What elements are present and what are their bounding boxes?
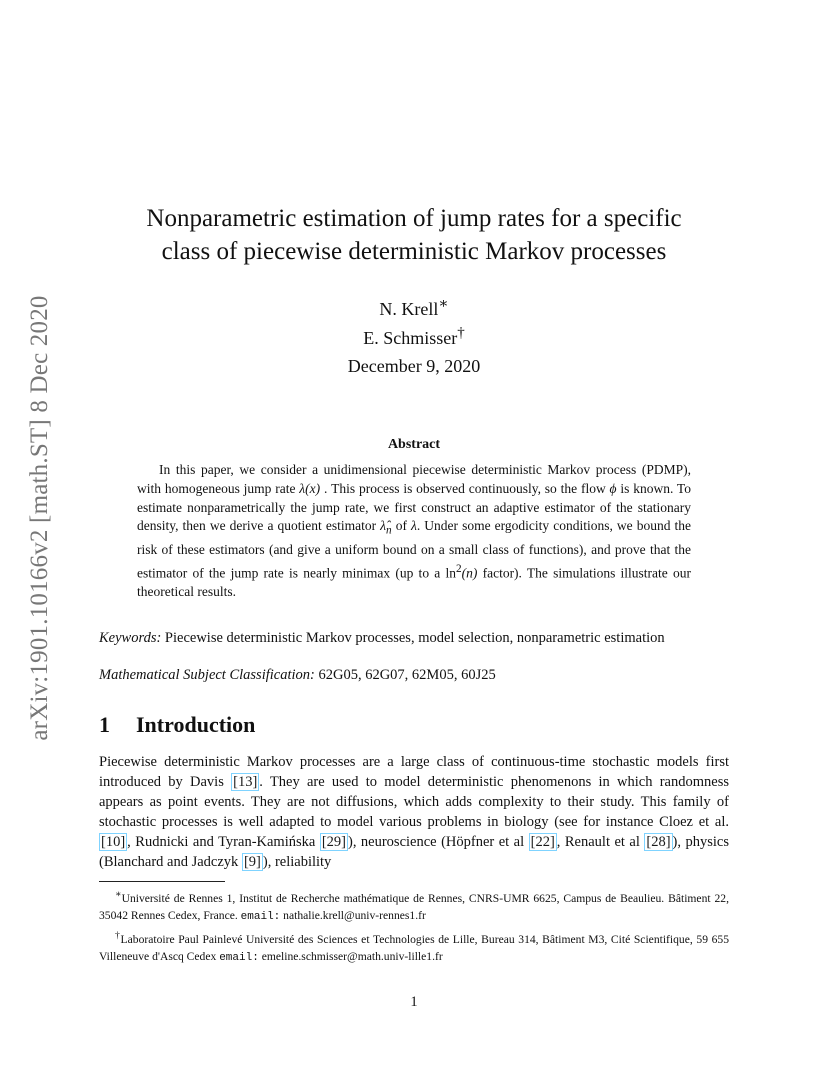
citation-link[interactable]: [9] [243,854,261,870]
subject-classification [99,667,496,684]
footnote-2-email[interactable]: emeline.schmisser@math.univ-lille1.fr [258,950,443,964]
abstract-segment: is known. To estimate nonparametrically the jump rate, we first construct an adaptive estimator of the stationary density, then we derive a quotient estimator [137,480,691,534]
footnote-1-email-label: email: [240,911,281,924]
math-jump-rate: λ(x) [299,480,321,496]
title-line-1: Nonparametric estimation of jump rates for a specific [146,205,682,232]
author-2-name: E. Schmisser [363,328,458,348]
section-title: Introduction [136,712,256,737]
math-estimator-subscript: n [386,525,392,538]
math-log-argument: (n) [461,565,478,581]
footnote-1 [99,886,729,927]
msc-label: Mathematical Subject Classification: [99,667,315,683]
citation-link[interactable]: [29] [321,834,346,850]
section-heading-introduction [99,712,255,738]
introduction-paragraph [99,752,729,872]
abstract-segment: . Under some ergodicity conditions, we bound the risk of these estimators (and give a uniform bound on a small class of functions), and prove that the estimator of the jump rate is nearly minimax (up to a [137,518,692,581]
paper-title [100,202,728,268]
footnote-1-mark: ∗ [115,889,122,900]
footnote-1-email[interactable]: nathalie.krell@univ-rennes1.fr [280,909,426,923]
abstract-heading: Abstract [387,437,441,452]
paper-date: December 9, 2020 [347,356,481,376]
keywords-text: Piecewise deterministic Markov processes, model selection, nonparametric estimation [161,630,665,646]
msc-codes: 62G05, 62G07, 62M05, 60J25 [314,667,496,683]
citation-link[interactable]: [28] [646,834,671,850]
math-estimator: λ̂ [380,518,386,534]
arxiv-side-stamp [0,0,72,1072]
math-log: ln [445,565,456,581]
intro-segment: ), reliability [262,854,332,870]
footnote-2 [99,927,729,968]
footnote-2-email-label: email: [219,952,259,965]
keywords-label: Keywords: [99,630,162,646]
math-flow: ϕ [609,480,617,496]
arxiv-identifier: arXiv:1901.10166v2 [math.ST] 8 Dec 2020 [26,295,53,741]
footnote-2-affiliation: Laboratoire Paul Painlevé Université des Sciences et Technologies de Lille, Bureau 314, Bâtiment M3, Cité Scientifique, 59 655 Villeneuve d'Ascq Cedex [99,932,729,964]
keywords [99,628,729,648]
abstract-segment: factor). The simulations illustrate our theoretical results. [137,565,691,599]
abstract-segment: of [391,518,411,534]
citation-link[interactable]: [13] [233,774,258,790]
author-2-footnote-mark[interactable]: † [457,325,465,341]
footnotes [99,886,729,968]
intro-segment: Piecewise deterministic Markov processes are a large class of continuous-time stochastic models first introduced by Davis [99,754,729,790]
abstract-text [137,461,691,602]
citation-link[interactable]: [10] [101,834,126,850]
author-2 [100,321,728,350]
page-number: 1 [410,994,418,1010]
author-1-footnote-mark[interactable]: ∗ [438,296,449,312]
title-line-2: class of piecewise deterministic Markov processes [161,238,667,265]
author-1 [100,292,728,321]
math-log-exponent: 2 [456,562,462,575]
footnote-2-mark: † [115,929,121,941]
abstract-segment: In this paper, we consider a unidimensional piecewise deterministic Markov process (PDMP), with homogeneous jump rate [137,462,691,496]
footnote-divider [99,881,225,882]
intro-segment: ), neuroscience (Höpfner et al [347,834,529,850]
author-list [100,292,728,350]
citation-link[interactable]: [22] [530,834,555,850]
section-number: 1 [99,712,110,737]
intro-segment: , Renault et al [556,834,645,850]
intro-segment: , Rudnicki and Tyran-Kamińska [127,834,320,850]
author-1-name: N. Krell [379,299,439,319]
math-lambda: λ [411,518,417,534]
abstract-segment: . This process is observed continuously, so the flow [320,480,610,496]
footnote-1-affiliation: Université de Rennes 1, Institut de Recherche mathématique de Rennes, CNRS-UMR 6625, Campus de Beaulieu. Bâtiment 22, 35042 Rennes Cedex, France. [99,891,729,923]
intro-segment: . They are used to model deterministic phenomenons in which randomness appears as point events. They are not diffusions, which adds complexity to their study. This family of stochastic processes is well adapted to model various problems in biology (see for instance Cloez et al. [99,774,729,830]
intro-segment: ), physics (Blanchard and Jadczyk [99,834,729,870]
